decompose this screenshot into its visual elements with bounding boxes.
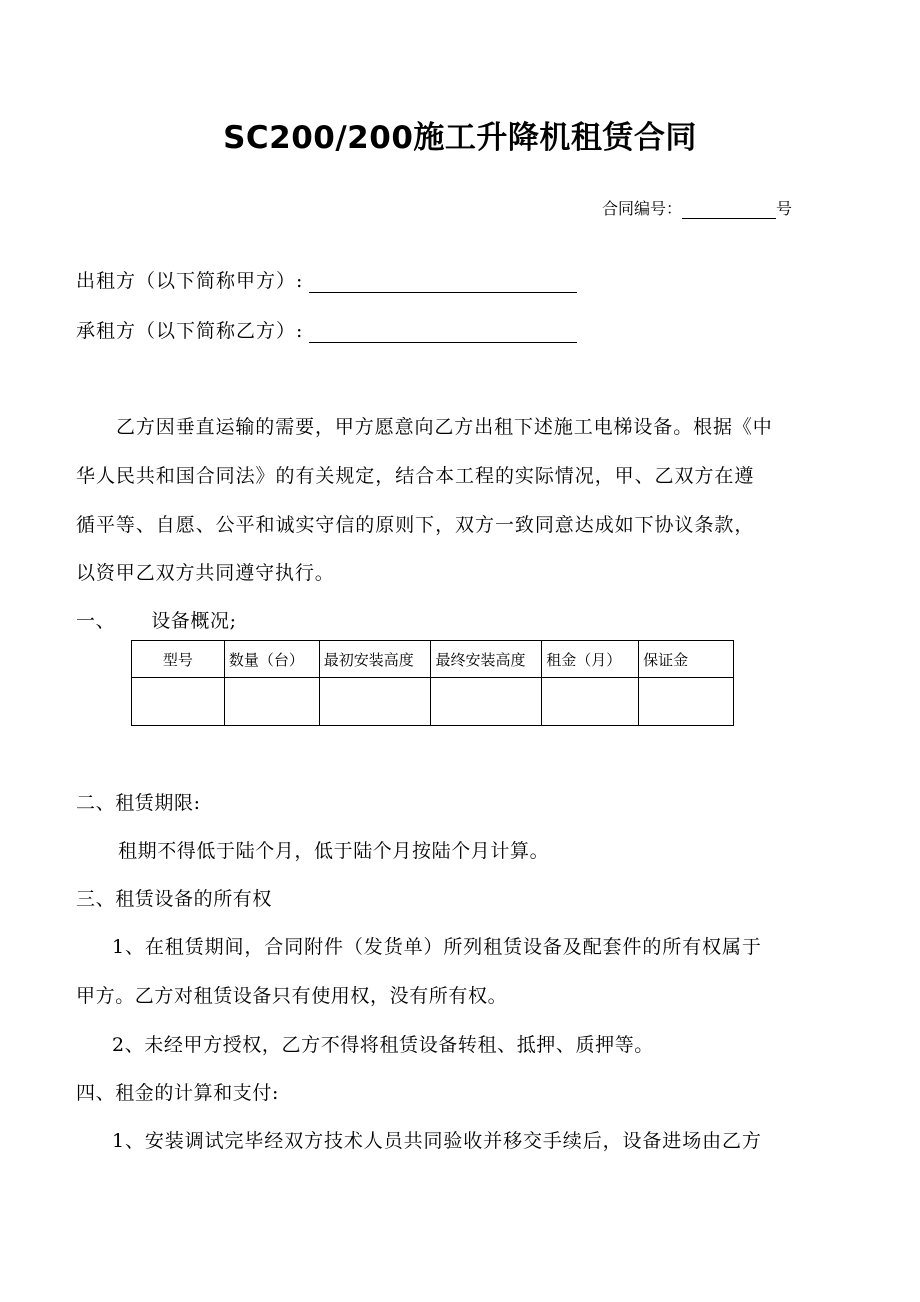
document-title: SC200/200施工升降机租赁合同 — [223, 120, 697, 156]
lessor-line — [76, 266, 577, 293]
table-header-cell: 最初安装高度 — [319, 641, 431, 678]
section1-title: 设备概况; — [151, 610, 237, 632]
section4-heading: 四、租金的计算和支付: — [76, 1082, 280, 1104]
section2-heading: 二、租赁期限: — [76, 792, 201, 814]
contract-number-label: 合同编号： — [602, 199, 683, 218]
section3-heading: 三、租赁设备的所有权 — [76, 888, 273, 910]
table-cell — [639, 678, 734, 726]
preamble-line: 循平等、自愿、公平和诚实守信的原则下，双方一致同意达成如下协议条款， — [76, 514, 755, 536]
table-header-cell: 数量（台） — [224, 641, 319, 678]
table-cell — [132, 678, 225, 726]
preamble-line: 乙方因垂直运输的需要，甲方愿意向乙方出租下述施工电梯设备。根据《中 — [116, 416, 773, 438]
table-cell — [431, 678, 542, 726]
table-header-cell: 租金（月） — [542, 641, 639, 678]
section1-heading — [76, 606, 237, 633]
section4-item1-line1: 1、安装调试完毕经双方技术人员共同验收并移交手续后，设备进场由乙方 — [112, 1130, 762, 1152]
preamble-line: 以资甲乙双方共同遵守执行。 — [76, 562, 335, 584]
lessor-label: 出租方（以下简称甲方）: — [76, 270, 304, 292]
table-header-cell: 型号 — [132, 641, 225, 678]
lessee-line — [76, 316, 577, 343]
table-header-cell: 最终安装高度 — [431, 641, 542, 678]
lessee-label: 承租方（以下简称乙方）: — [76, 320, 304, 342]
table-header-row — [132, 641, 734, 678]
table-cell — [224, 678, 319, 726]
preamble-line: 华人民共和国合同法》的有关规定，结合本工程的实际情况，甲、乙双方在遵 — [76, 465, 755, 487]
section2-text: 租期不得低于陆个月，低于陆个月按陆个月计算。 — [118, 840, 550, 862]
contract-number-blank — [682, 200, 776, 219]
table-cell — [542, 678, 639, 726]
section3-item1-line2: 甲方。乙方对租赁设备只有使用权，没有所有权。 — [76, 985, 508, 1007]
table-cell — [319, 678, 431, 726]
equipment-table — [131, 640, 734, 726]
section1-number: 一、 — [76, 610, 116, 632]
table-header-cell: 保证金 — [639, 641, 734, 678]
section3-item1-line1: 1、在租赁期间，合同附件（发货单）所列租赁设备及配套件的所有权属于 — [112, 936, 762, 958]
contract-number — [602, 196, 792, 219]
table-row — [132, 678, 734, 726]
lessee-blank — [309, 320, 577, 343]
section3-item2: 2、未经甲方授权，乙方不得将租赁设备转租、抵押、质押等。 — [112, 1034, 654, 1056]
contract-number-suffix: 号 — [776, 199, 793, 218]
lessor-blank — [309, 270, 577, 293]
